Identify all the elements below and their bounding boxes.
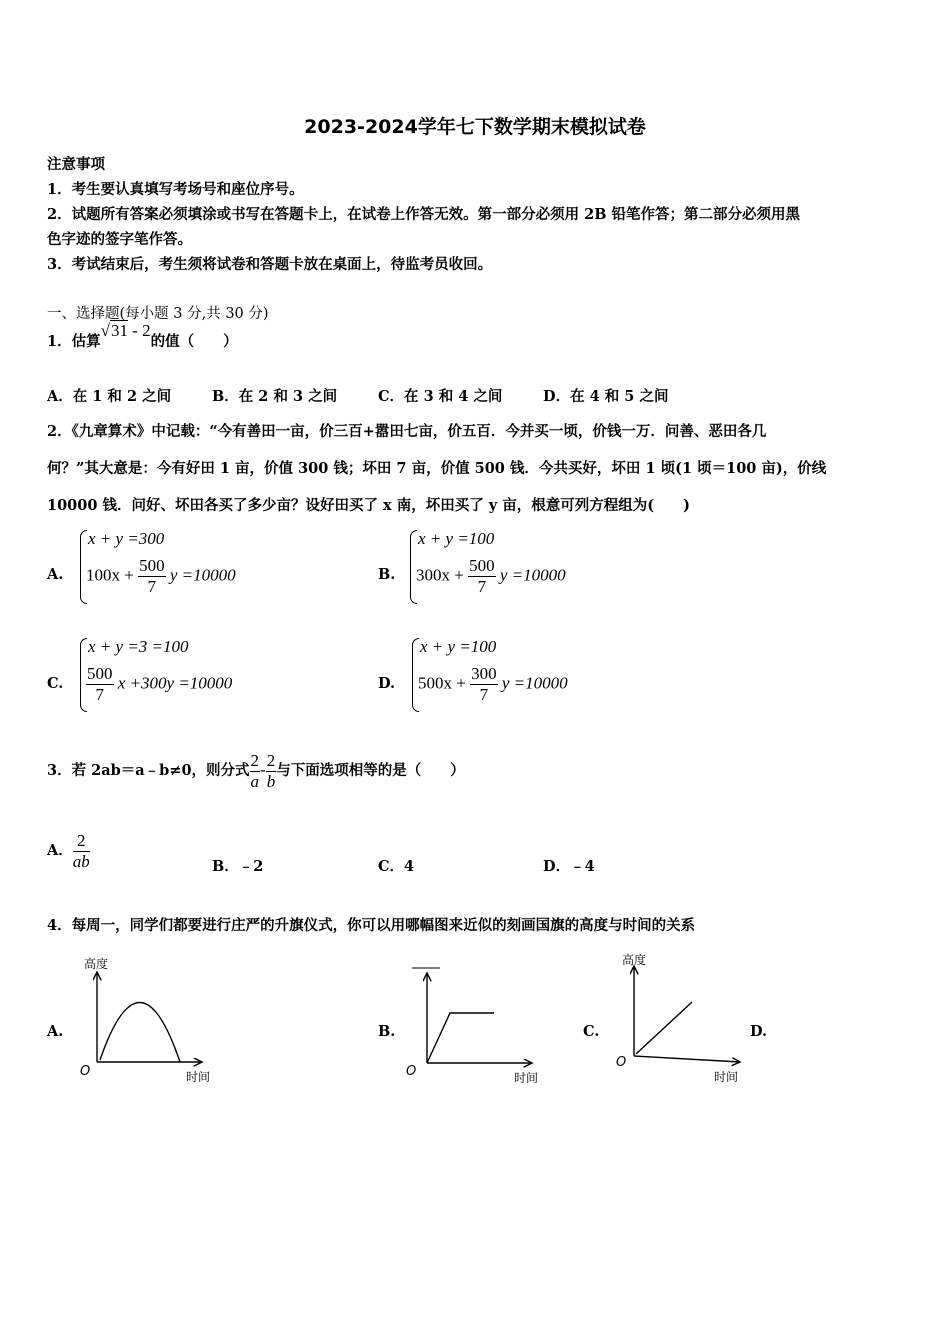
graph-a-xlabel: 时间 xyxy=(186,1070,211,1084)
q2-a-eq2: 100x + $\frac{500}{7}$ y =10000 xyxy=(86,556,236,596)
graph-b-xlabel: 时间 xyxy=(514,1071,539,1085)
q2-line: 何？”其大意是：今有好田 1 亩，价值 300 钱；坏田 7 亩，价值 500 钱．今共买好，坏田 1 顷(1 顷＝100 亩)，价线 xyxy=(47,460,827,477)
q1-radicand: 31 xyxy=(110,321,128,340)
graph-a[interactable] xyxy=(72,950,232,1090)
q2-line: 2．《九章算术》中记载：“今有善田一亩，价三百+嚣田七亩，价五百．今并买一顷，价钱一万．问善、恶田各几 xyxy=(47,423,767,440)
notice-item: 色字迹的签字笔作答。 xyxy=(47,231,192,248)
q2-option-c-label[interactable]: C. xyxy=(47,675,64,692)
q3-option-b[interactable]: B．﹣2 xyxy=(212,858,264,875)
notice-item: 2．试题所有答案必须填涂或书写在答题卡上，在试卷上作答无效。第一部分必须用 2B 铅笔作答；第二部分必须用黑 xyxy=(47,206,801,223)
q1-option-c[interactable]: C．在 3 和 4 之间 xyxy=(378,388,503,405)
question-3: 3．若 2ab＝a﹣b≠0，则分式 $\frac{2}{a}$ - $\frac{2}{b}$ 与下面选项相等的是（ ） xyxy=(47,750,465,791)
q2-c-eq1: x + y =3 =100 xyxy=(88,637,189,656)
q2-a-eq1: x + y =300 xyxy=(88,529,165,548)
notice-item: 3．考试结束后，考生须将试卷和答题卡放在桌面上，待监考员收回。 xyxy=(47,256,493,273)
q1-minus: - 2 xyxy=(127,321,151,340)
q2-option-a-label[interactable]: A. xyxy=(47,566,64,583)
graph-a-origin: O xyxy=(80,1064,91,1079)
q2-line: 10000 钱．问好、坏田各买了多少亩？设好田买了 x 南，坏田买了 y 亩，根意可列方程组为( ) xyxy=(47,497,690,514)
section-heading: 一、选择题(每小题 3 分,共 30 分) xyxy=(47,306,269,322)
q4-option-c-label[interactable]: C. xyxy=(583,1023,600,1040)
graph-c[interactable] xyxy=(612,948,762,1088)
q2-c-eq2: $\frac{500}{7}$ x +300y =10000 xyxy=(87,664,233,704)
q1-suffix: 的值（ ） xyxy=(150,333,238,350)
q1-option-a[interactable]: A．在 1 和 2 之间 xyxy=(47,388,172,405)
graph-b[interactable] xyxy=(402,955,562,1090)
q2-option-b-label[interactable]: B. xyxy=(378,566,396,583)
q3-option-c[interactable]: C．4 xyxy=(378,858,415,875)
question-4: 4．每周一，同学们都要进行庄严的升旗仪式，你可以用哪幅图来近似的刻画国旗的高度与时间的关系 xyxy=(47,917,696,934)
graph-c-ylabel: 高度 xyxy=(622,953,647,967)
q1-option-d[interactable]: D．在 4 和 5 之间 xyxy=(543,388,669,405)
page-title: 2023-2024学年七下数学期末模拟试卷 xyxy=(304,116,646,138)
q2-d-eq2: 500x + $\frac{300}{7}$ y =10000 xyxy=(418,664,568,704)
q2-d-eq1: x + y =100 xyxy=(420,637,497,656)
q2-option-d-label[interactable]: D. xyxy=(378,675,396,692)
q2-b-eq2: 300x + $\frac{500}{7}$ y =10000 xyxy=(416,556,566,596)
notice-item: 1．考生要认真填写考场号和座位序号。 xyxy=(47,181,304,198)
question-1: 1．估算√31 - 2的值（ ） xyxy=(47,321,238,350)
graph-a-ylabel: 高度 xyxy=(84,957,109,971)
q1-option-b[interactable]: B．在 2 和 3 之间 xyxy=(212,388,338,405)
q3-option-a[interactable]: A． $\frac{2}{ab}$ xyxy=(47,830,90,871)
q1-prefix: 1．估算 xyxy=(47,333,101,350)
notice-heading: 注意事项 xyxy=(47,156,105,173)
graph-c-origin: O xyxy=(616,1055,627,1070)
q3-option-d[interactable]: D．﹣4 xyxy=(543,858,595,875)
q4-option-b-label[interactable]: B. xyxy=(378,1023,396,1040)
q4-option-d-label[interactable]: D. xyxy=(750,1023,768,1040)
graph-c-xlabel: 时间 xyxy=(714,1070,739,1084)
graph-b-origin: O xyxy=(406,1064,417,1079)
q2-b-eq1: x + y =100 xyxy=(418,529,495,548)
q4-option-a-label[interactable]: A. xyxy=(47,1023,64,1040)
